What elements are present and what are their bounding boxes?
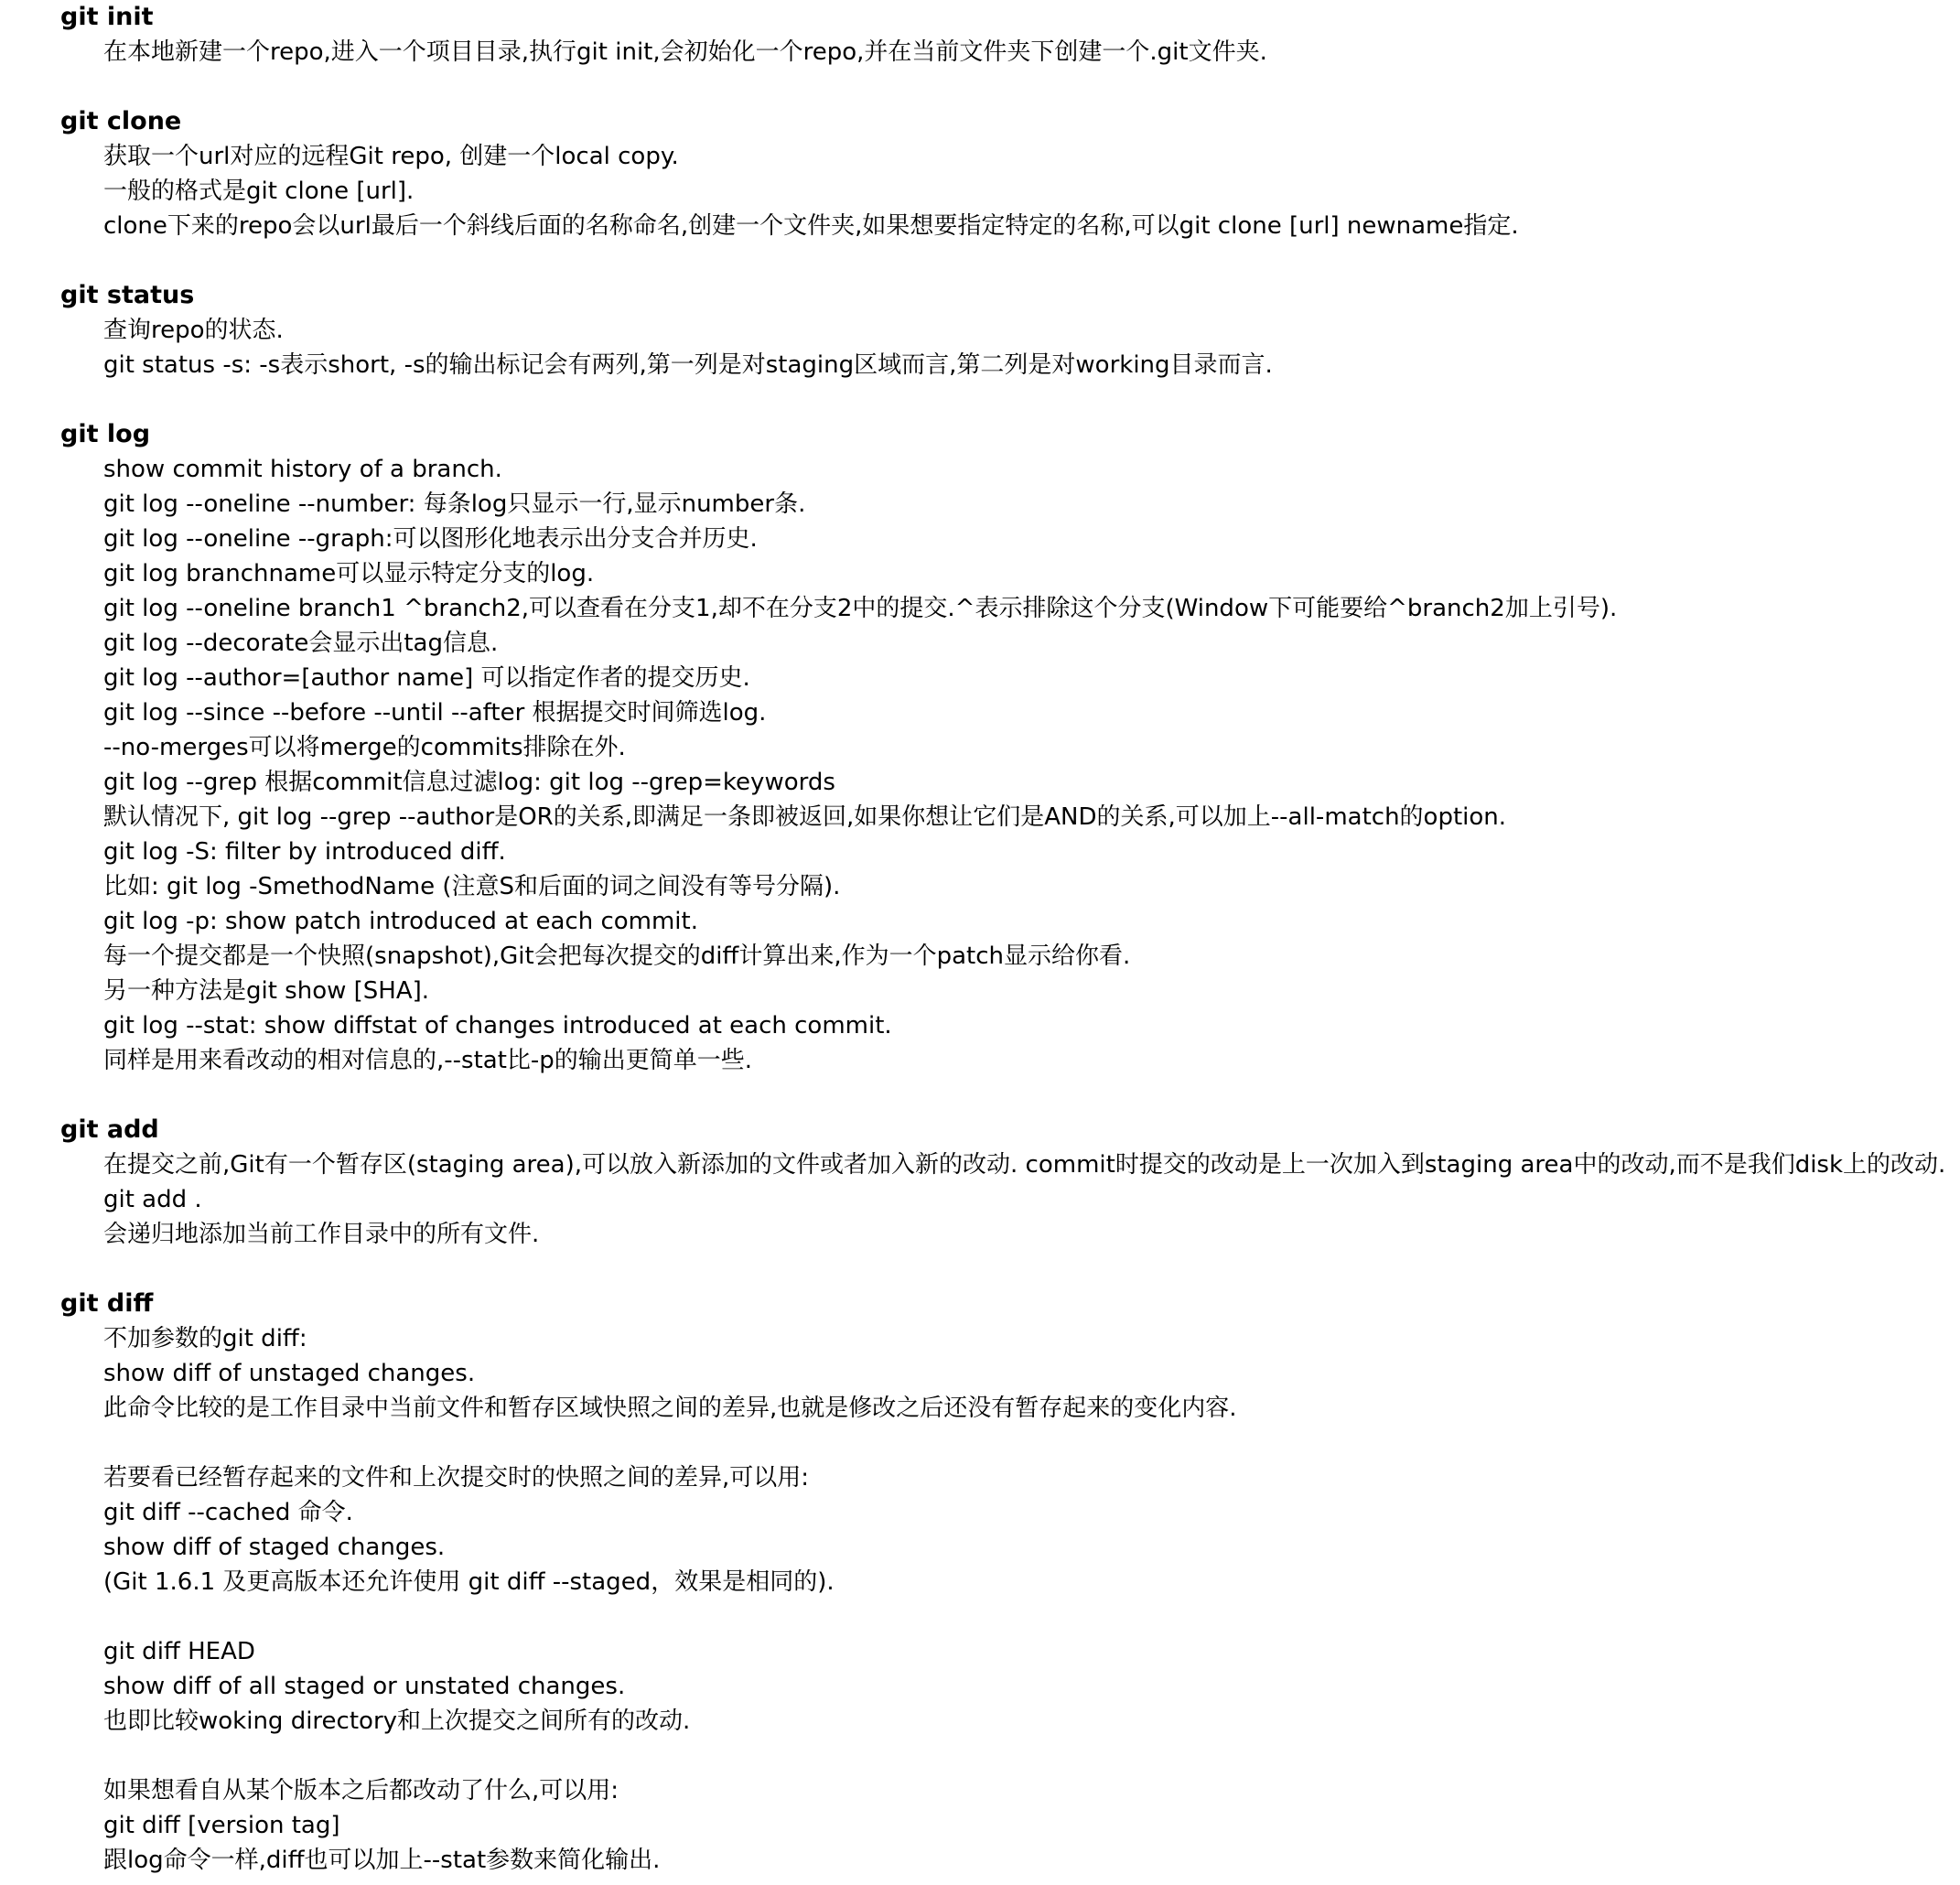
text-line: git log --stat: show diffstat of changes introduced at each commit. [103,1012,892,1039]
text-line: 跟log命令一样,diff也可以加上--stat参数来简化输出. [103,1847,661,1874]
text-line: git log --oneline branch1 ^branch2,可以查看在分支1,却不在分支2中的提交.^表示排除这个分支(Window下可能要给^branch2加上引号). [103,595,1618,622]
text-line: clone下来的repo会以url最后一个斜线后面的名称命名,创建一个文件夹,如果想要指定特定的名称,可以git clone [url] newname指定. [103,212,1519,240]
text-line: 也即比较woking directory和上次提交之间所有的改动. [103,1707,691,1735]
text-line: git diff [version tag] [103,1812,340,1839]
text-line: git log --author=[author name] 可以指定作者的提交历史. [103,664,750,692]
section-title-git-init: git init [60,3,154,31]
text-line: 如果想看自从某个版本之后都改动了什么,可以用: [103,1777,619,1804]
text-line: git log -S: filter by introduced diff. [103,838,506,866]
text-line: 另一种方法是git show [SHA]. [103,977,430,1005]
text-line: git log --since --before --until --after 根据提交时间筛选log. [103,699,767,727]
text-line: 一般的格式是git clone [url]. [103,178,415,205]
text-line: 不加参数的git diff: [103,1325,307,1352]
text-line: 若要看已经暂存起来的文件和上次提交时的快照之间的差异,可以用: [103,1464,810,1492]
text-line: 在本地新建一个repo,进入一个项目目录,执行git init,会初始化一个repo,并在当前文件夹下创建一个.git文件夹. [103,38,1267,66]
text-line: git log -p: show patch introduced at each commit. [103,908,698,935]
text-line: git log branchname可以显示特定分支的log. [103,560,595,587]
section-title-git-clone: git clone [60,107,182,135]
text-line: (Git 1.6.1 及更高版本还允许使用 git diff --staged，效果是相同的). [103,1568,835,1596]
text-line: git log --grep 根据commit信息过滤log: git log --grep=keywords [103,769,835,796]
text-line: 查询repo的状态. [103,317,284,344]
text-line: 比如: git log -SmethodName (注意S和后面的词之间没有等号分隔). [103,873,841,900]
text-line: 会递归地添加当前工作目录中的所有文件. [103,1221,540,1248]
text-line: 每一个提交都是一个快照(snapshot),Git会把每次提交的diff计算出来,作为一个patch显示给你看. [103,942,1131,970]
text-line: 同样是用来看改动的相对信息的,--stat比-p的输出更简单一些. [103,1047,753,1074]
text-line: git diff --cached 命令. [103,1499,353,1526]
text-line: show diff of all staged or unstated changes. [103,1673,626,1700]
text-line: show diff of unstaged changes. [103,1360,476,1387]
text-line: 默认情况下, git log --grep --author是OR的关系,即满足一条即被返回,如果你想让它们是AND的关系,可以加上--all-match的option. [103,803,1507,831]
section-title-git-status: git status [60,281,195,309]
text-line: git status -s: -s表示short, -s的输出标记会有两列,第一列是对staging区域而言,第二列是对working目录而言. [103,351,1273,379]
text-line: git log --oneline --number: 每条log只显示一行,显示number条. [103,490,806,518]
text-line: 在提交之前,Git有一个暂存区(staging area),可以放入新添加的文件或者加入新的改动. commit时提交的改动是上一次加入到staging area中的改动,而不是我们disk上的改动. [103,1151,1946,1179]
text-line: show commit history of a branch. [103,456,502,483]
text-line: --no-merges可以将merge的commits排除在外. [103,734,626,761]
section-title-git-diff: git diff [60,1289,154,1318]
text-line: git diff HEAD [103,1638,255,1665]
text-line: git add . [103,1186,202,1213]
text-line: 获取一个url对应的远程Git repo, 创建一个local copy. [103,143,679,170]
text-line: 此命令比较的是工作目录中当前文件和暂存区域快照之间的差异,也就是修改之后还没有暂存起来的变化内容. [103,1395,1237,1422]
section-title-git-add: git add [60,1115,159,1144]
text-line: git log --oneline --graph:可以图形化地表示出分支合并历史. [103,525,758,553]
text-line: show diff of staged changes. [103,1534,446,1561]
section-title-git-log: git log [60,420,151,448]
text-line: git log --decorate会显示出tag信息. [103,630,499,657]
